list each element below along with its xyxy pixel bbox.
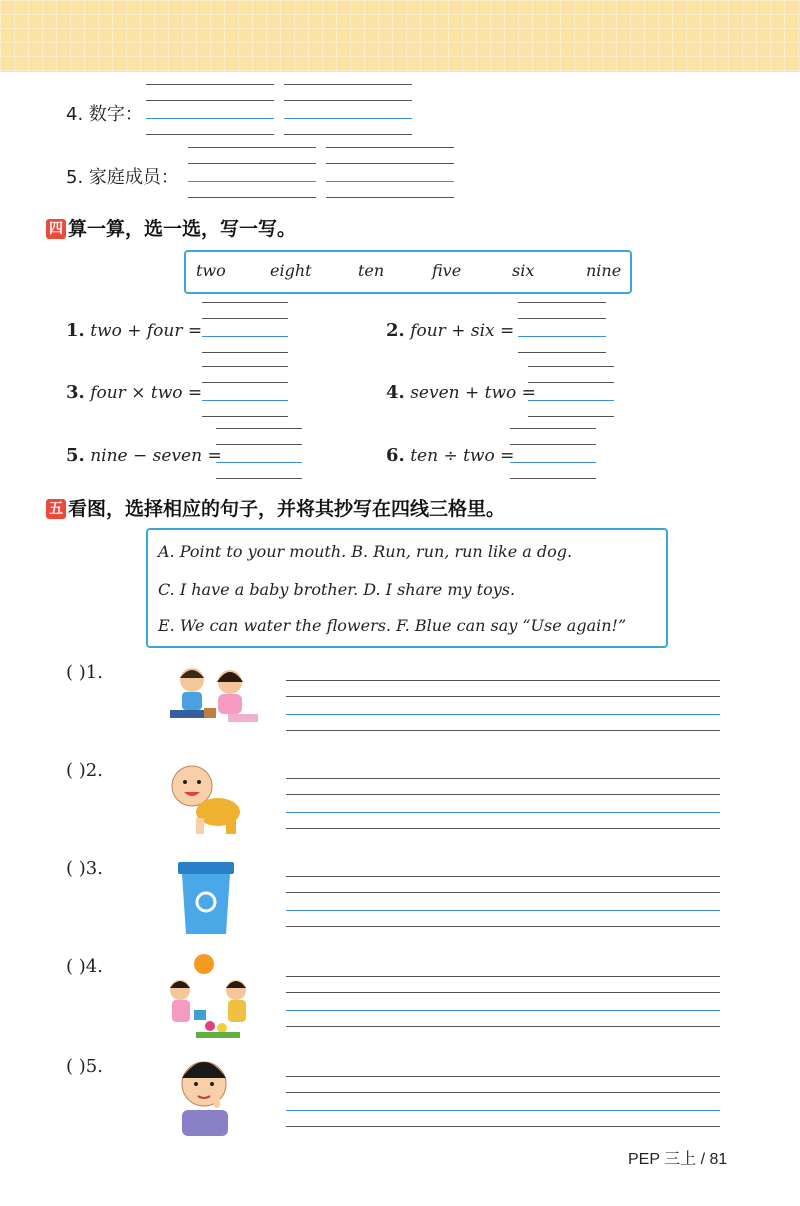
- recycling-bin-picture: [174, 858, 238, 938]
- word-bank-item: six: [512, 261, 535, 280]
- section-four-title: [46, 214, 296, 241]
- sentence-row-3: E. We can water the flowers. F. Blue can say “Use again!”: [158, 616, 627, 635]
- section-five-title-text: 看图，选择相应的句子，并将其抄写在四线三格里。: [68, 498, 506, 520]
- boy-pointing-mouth-picture: [174, 1054, 238, 1138]
- word-bank-item: ten: [358, 261, 385, 280]
- answer-lines-3[interactable]: [202, 366, 288, 418]
- crawling-baby-picture: [166, 760, 246, 838]
- writing-lines-item-3[interactable]: [286, 876, 720, 928]
- writing-lines-numbers-1[interactable]: [146, 84, 274, 136]
- sentence-row-2: C. I have a baby brother. D. I share my toys.: [158, 580, 516, 599]
- item-family-label: 5. 家庭成员：: [66, 167, 179, 188]
- math-problem-2: 2. four + six =: [386, 320, 515, 341]
- writing-lines-item-1[interactable]: [286, 680, 720, 732]
- answer-paren-3[interactable]: ( )3.: [66, 858, 103, 879]
- math-problem-3: 3. four × two =: [66, 382, 203, 403]
- item-numbers-label: 4. 数字：: [66, 104, 143, 125]
- section-five-title: [46, 494, 505, 521]
- writing-lines-family-1[interactable]: [188, 147, 316, 199]
- writing-lines-item-2[interactable]: [286, 778, 720, 830]
- word-bank-item: nine: [586, 261, 622, 280]
- writing-lines-item-4[interactable]: [286, 976, 720, 1028]
- section-five-badge: 五: [46, 499, 66, 519]
- sentence-row-1: A. Point to your mouth. B. Run, run, run like a dog.: [158, 542, 573, 561]
- answer-lines-4[interactable]: [528, 366, 614, 418]
- word-bank-box: [184, 250, 632, 294]
- watering-flowers-picture: [160, 950, 256, 1040]
- answer-lines-2[interactable]: [518, 302, 606, 354]
- math-problem-4: 4. seven + two =: [386, 382, 536, 403]
- page-footer: PEP 三上 / 81: [628, 1151, 728, 1168]
- writing-lines-numbers-2[interactable]: [284, 84, 412, 136]
- math-problem-6: 6. ten ÷ two =: [386, 445, 515, 466]
- answer-paren-2[interactable]: ( )2.: [66, 760, 103, 781]
- answer-lines-5[interactable]: [216, 428, 302, 480]
- answer-paren-1[interactable]: ( )1.: [66, 662, 103, 683]
- math-problem-1: 1. two + four =: [66, 320, 203, 341]
- top-decorative-band: [0, 0, 800, 72]
- answer-lines-6[interactable]: [510, 428, 596, 480]
- word-bank-item: eight: [270, 261, 312, 280]
- math-problem-5: 5. nine − seven =: [66, 445, 222, 466]
- word-bank-item: two: [196, 261, 226, 280]
- answer-paren-4[interactable]: ( )4.: [66, 956, 103, 977]
- section-four-badge: 四: [46, 219, 66, 239]
- answer-paren-5[interactable]: ( )5.: [66, 1056, 103, 1077]
- section-four-title-text: 算一算，选一选，写一写。: [68, 218, 297, 240]
- writing-lines-family-2[interactable]: [326, 147, 454, 199]
- kids-sharing-toys-picture: [160, 662, 264, 732]
- writing-lines-item-5[interactable]: [286, 1076, 720, 1128]
- word-bank-item: five: [432, 261, 462, 280]
- answer-lines-1[interactable]: [202, 302, 288, 354]
- sentence-bank-box: [146, 528, 668, 648]
